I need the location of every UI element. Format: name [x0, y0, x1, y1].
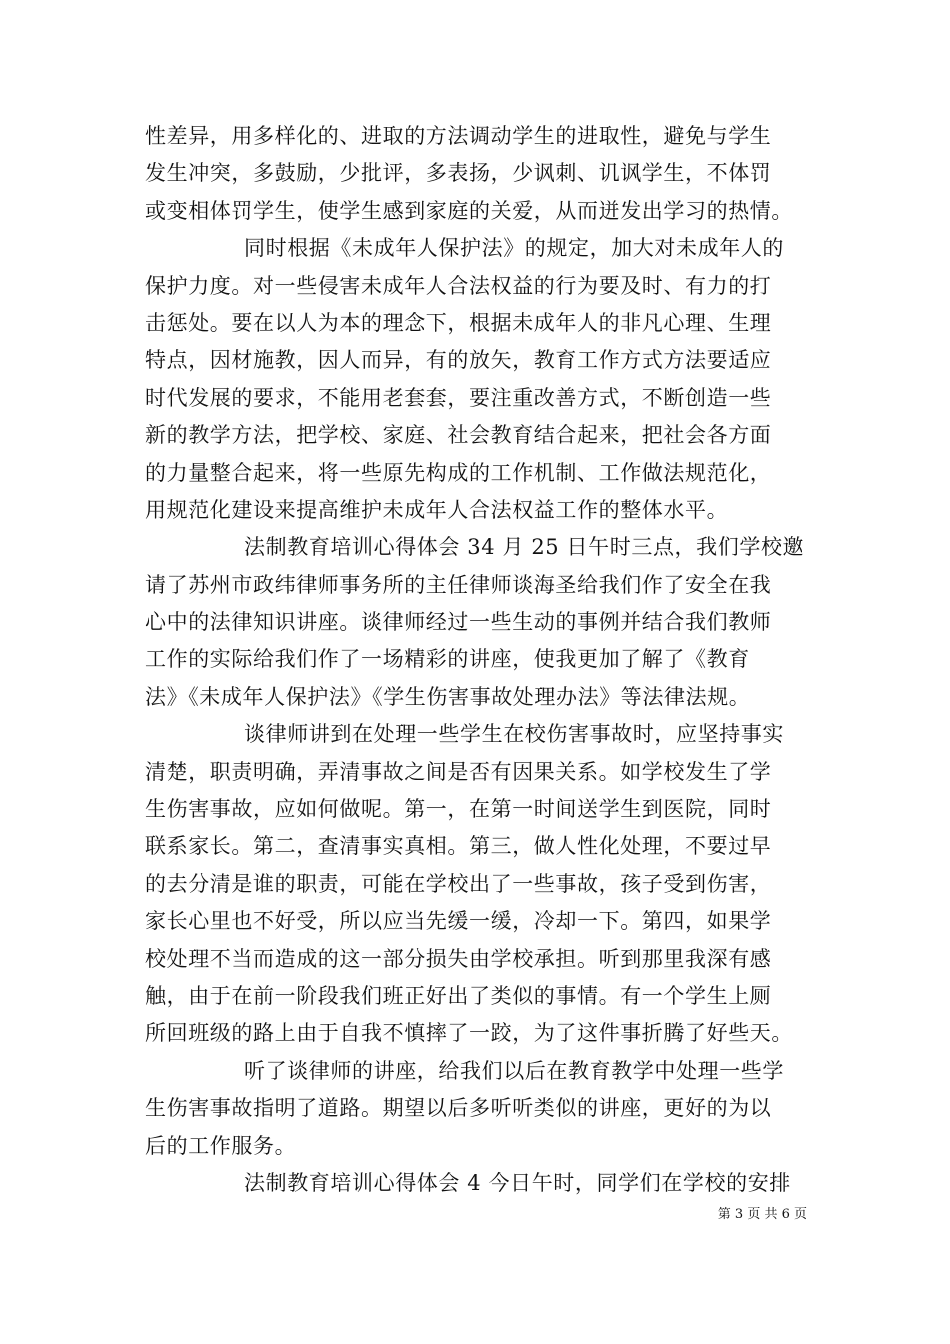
text-line: 新的教学方法，把学校、家庭、社会教育结合起来，把社会各方面 [145, 423, 772, 448]
paragraph-start-line: 谈律师讲到在处理一些学生在校伤害事故时，应坚持事实 [244, 722, 784, 747]
text-line: 特点，因材施教，因人而异，有的放矢，教育工作方式方法要适应 [145, 348, 772, 373]
text-line: 发生冲突，多鼓励，少批评，多表扬，少讽刺、讥讽学生，不体罚 [145, 161, 772, 186]
text-line: 清楚，职责明确，弄清事故之间是否有因果关系。如学校发生了学 [145, 759, 772, 784]
text-line: 性差异，用多样化的、进取的方法调动学生的进取性，避免与学生 [145, 124, 772, 148]
text-line: 联系家长。第二，查清事实真相。第三，做人性化处理，不要过早 [145, 834, 772, 859]
paragraph-start-line: 法制教育培训心得体会 34 月 25 日午时三点，我们学校邀 [244, 535, 805, 560]
text-line: 心中的法律知识讲座。谈律师经过一些生动的事例并结合我们教师 [145, 610, 772, 635]
text-line: 的去分清是谁的职责，可能在学校出了一些事故，孩子受到伤害， [145, 871, 772, 896]
text-line: 法》《未成年人保护法》《学生伤害事故处理办法》等法律法规。 [145, 684, 751, 709]
text-line: 请了苏州市政纬律师事务所的主任律师谈海圣给我们作了安全在我 [145, 572, 772, 597]
paragraph-start-line: 同时根据《未成年人保护法》的规定，加大对未成年人的 [244, 236, 784, 261]
text-line: 或变相体罚学生，使学生感到家庭的关爱，从而迸发出学习的热情。 [145, 198, 793, 223]
text-line: 所回班级的路上由于自我不慎摔了一跤，为了这件事折腾了好些天。 [145, 1021, 793, 1046]
page-number: 第 3 页 共 6 页 [717, 1207, 807, 1222]
text-line: 家长心里也不好受，所以应当先缓一缓，冷却一下。第四，如果学 [145, 909, 772, 934]
paragraph-start-line: 法制教育培训心得体会 4 今日午时，同学们在学校的安排 [244, 1170, 791, 1195]
text-line: 生伤害事故，应如何做呢。第一，在第一时间送学生到医院，同时 [145, 797, 772, 822]
text-line: 用规范化建设来提高维护未成年人合法权益工作的整体水平。 [145, 497, 729, 522]
text-line: 时代发展的要求，不能用老套套，要注重改善方式，不断创造一些 [145, 385, 772, 410]
text-line: 击惩处。要在以人为本的理念下，根据未成年人的非凡心理、生理 [145, 310, 772, 335]
text-line: 后的工作服务。 [145, 1133, 297, 1158]
text-line: 工作的实际给我们作了一场精彩的讲座，使我更加了解了《教育 [145, 647, 750, 672]
text-line: 校处理不当而造成的这一部分损失由学校承担。听到那里我深有感 [145, 946, 772, 971]
text-line: 保护力度。对一些侵害未成年人合法权益的行为要及时、有力的打 [145, 273, 772, 298]
text-line: 触，由于在前一阶段我们班正好出了类似的事情。有一个学生上厕 [145, 983, 772, 1008]
paragraph-start-line: 听了谈律师的讲座，给我们以后在教育教学中处理一些学 [244, 1058, 784, 1083]
text-line: 的力量整合起来，将一些原先构成的工作机制、工作做法规范化， [145, 460, 772, 485]
text-line: 生伤害事故指明了道路。期望以后多听听类似的讲座，更好的为以 [145, 1096, 772, 1121]
document-body [145, 118, 807, 1202]
